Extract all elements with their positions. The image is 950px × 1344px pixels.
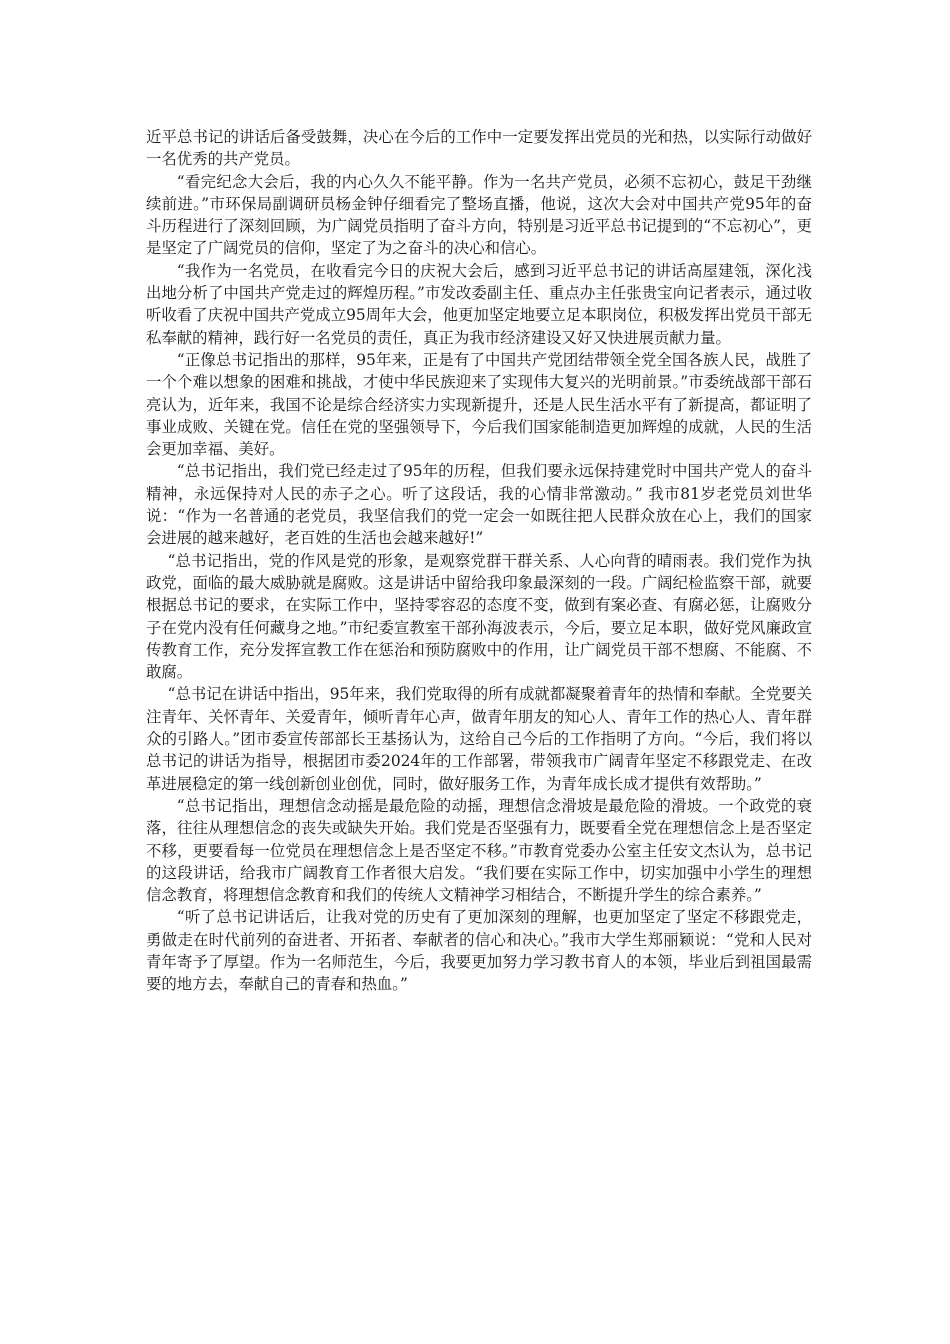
- paragraph-3: “我作为一名党员，在收看完今日的庆祝大会后，感到习近平总书记的讲话高屋建瓴，深化浅出地分析了中国共产党走过的辉煌历程。”市发改委副主任、重点办主任张贵宝向记者表示，通过收听收看了庆祝中国共产党成立95周年大会，他更加坚定地要立足本职岗位，积极发挥出党员干部无私奉献的精神，践行好一名党员的责任，真正为我市经济建设又好又快进展贡献力量。: [146, 261, 812, 347]
- paragraph-7: “总书记在讲话中指出，95年来，我们党取得的所有成就都凝聚着青年的热情和奉献。全党要关注青年、关怀青年、关爱青年，倾听青年心声，做青年朋友的知心人、青年工作的热心人、青年群众的引路人。”团市委宣传部部长王基扬认为，这给自己今后的工作指明了方向。“今后，我们将以总书记的讲话为指导，根据团市委2024年的工作部署，带领我市广阔青年坚定不移跟党走、在改革进展稳定的第一线创新创业创优，同时，做好服务工作，为青年成长成才提供有效帮助。”: [146, 685, 812, 793]
- paragraph-8: “总书记指出，理想信念动摇是最危险的动摇，理想信念滑坡是最危险的滑坡。一个政党的衰落，往往从理想信念的丧失或缺失开始。我们党是否坚强有力，既要看全党在理想信念上是否坚定不移，更要看每一位党员在理想信念上是否坚定不移。”市教育党委办公室主任安文杰认为，总书记的这段讲话，给我市广阔教育工作者很大启发。“我们要在实际工作中，切实加强中小学生的理想信念教育，将理想信念教育和我们的传统人文精神学习相结合，不断提升学生的综合素养。”: [146, 796, 812, 905]
- paragraph-6: “总书记指出，党的作风是党的形象，是观察党群干群关系、人心向背的晴雨表。我们党作为执政党，面临的最大威胁就是腐败。这是讲话中留给我印象最深刻的一段。广阔纪检监察干部，就要根据总书记的要求，在实际工作中，坚持零容忍的态度不变，做到有案必查、有腐必惩，让腐败分子在党内没有任何藏身之地。”市纪委宣教室干部孙海波表示，今后，要立足本职，做好党风廉政宣传教育工作，充分发挥宣教工作在惩治和预防腐败中的作用，让广阔党员干部不想腐、不能腐、不敢腐。: [146, 551, 812, 682]
- paragraph-2: “看完纪念大会后，我的内心久久不能平静。作为一名共产党员，必须不忘初心，鼓足干劲继续前进。”市环保局副调研员杨金钟仔细看完了整场直播，他说，这次大会对中国共产党95年的奋斗历程进行了深刻回顾，为广阔党员指明了奋斗方向，特别是习近平总书记提到的“不忘初心”，更是坚定了广阔党员的信仰，坚定了为之奋斗的决心和信心。: [146, 172, 812, 258]
- article-body: [146, 126, 812, 996]
- paragraph-4: “正像总书记指出的那样，95年来，正是有了中国共产党团结带领全党全国各族人民，战胜了一个个难以想象的困难和挑战，才使中华民族迎来了实现伟大复兴的光明前景。”市委统战部干部石亮认为，近年来，我国不论是综合经济实力实现新提升，还是人民生活水平有了新提高，都证明了事业成败、关键在党。信任在党的坚强领导下，今后我们国家能制造更加辉煌的成就，人民的生活会更加幸福、美好。: [146, 350, 812, 459]
- paragraph-9: “听了总书记讲话后，让我对党的历史有了更加深刻的理解，也更加坚定了坚定不移跟党走，勇做走在时代前列的奋进者、开拓者、奉献者的信心和决心。”我市大学生郑丽颖说：“党和人民对青年寄予了厚望。作为一名师范生，今后，我要更加努力学习教书育人的本领，毕业后到祖国最需要的地方去，奉献自己的青春和热血。”: [146, 908, 812, 994]
- paragraph-5: “总书记指出，我们党已经走过了95年的历程，但我们要永远保持建党时中国共产党人的奋斗精神，永远保持对人民的赤子之心。听了这段话，我的心情非常激动。” 我市81岁老党员刘世华说：“作为一名普通的老党员，我坚信我们的党一定会一如既往把人民群众放在心上，我们的国家会进展的越来越好，老百姓的生活也会越来越好!”: [146, 462, 812, 548]
- paragraph-1: 近平总书记的讲话后备受鼓舞，决心在今后的工作中一定要发挥出党员的光和热，以实际行动做好一名优秀的共产党员。: [146, 128, 812, 169]
